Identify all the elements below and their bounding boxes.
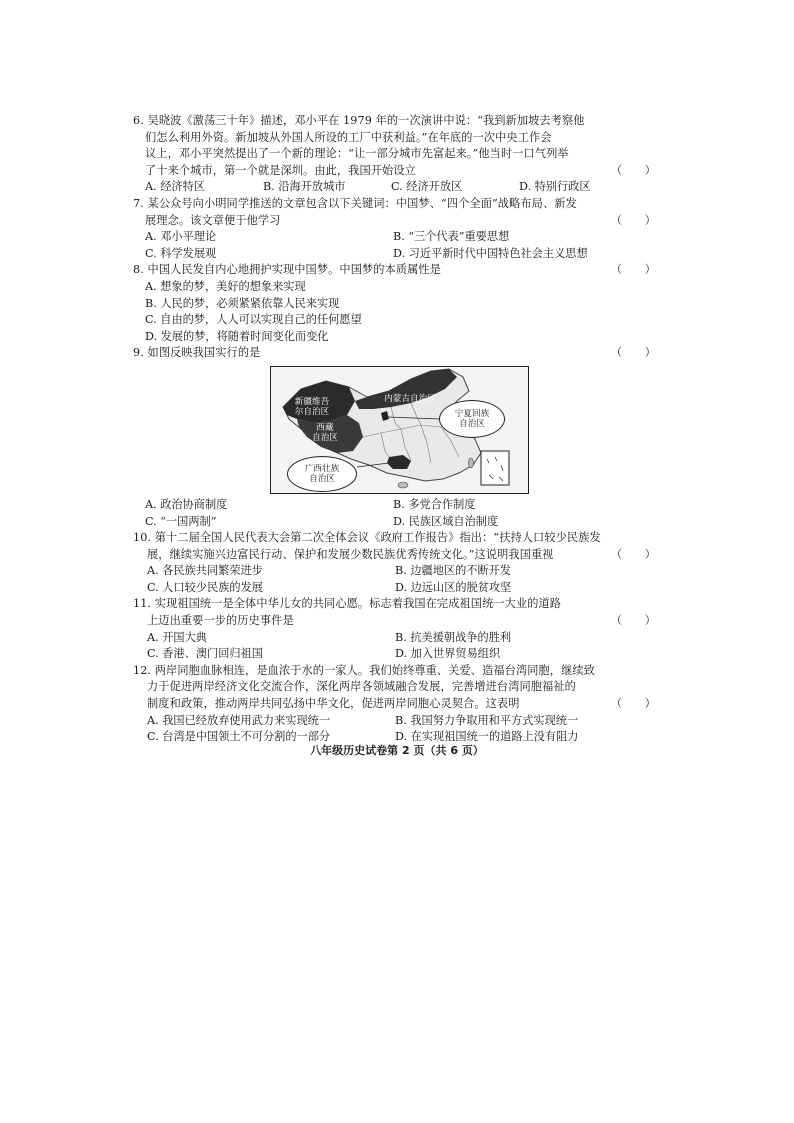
q12-options-row-1 — [133, 713, 660, 730]
q6-stem-line-1: 6. 吴晓波《激荡三十年》描述，邓小平在 1979 年的一次演讲中说：“我到新加坡去考察他 — [133, 114, 585, 127]
q7-option-b[interactable]: B. “三个代表”重要思想 — [393, 230, 510, 244]
q7-option-d[interactable]: D. 习近平新时代中国特色社会主义思想 — [393, 246, 588, 260]
question-10 — [133, 530, 660, 596]
q7-answer-paren[interactable]: （ ） — [610, 213, 656, 227]
q8-option-b[interactable]: B. 人民的梦，必须紧紧依靠人民来实现 — [145, 296, 340, 310]
ningxia-label-text: 宁夏回族 自治区 — [454, 408, 490, 429]
q11-stem-line-2 — [133, 613, 660, 630]
neimenggu-label-text: 内蒙古自治区 — [384, 393, 436, 404]
q6-option-a[interactable]: A. 经济特区 — [145, 180, 205, 194]
q6-option-b[interactable]: B. 沿海开放城市 — [263, 180, 346, 194]
q12-stem-line-1: 12. 两岸同胞血脉相连，是血浓于水的一家人。我们始终尊重、关爱、造福台湾同胞，继续致 — [133, 663, 595, 677]
q7-option-c[interactable]: C. 科学发展观 — [145, 246, 217, 260]
question-8 — [133, 262, 660, 345]
xinjiang-label — [277, 397, 347, 417]
question-6 — [133, 113, 660, 196]
q8-option-a[interactable]: A. 想象的梦，美好的想象来实现 — [145, 279, 306, 293]
guangxi-bubble — [287, 456, 357, 492]
q10-option-b[interactable]: B. 边疆地区的不断开发 — [395, 564, 512, 578]
q6-options — [133, 179, 660, 196]
q8-option-d[interactable]: D. 发展的梦，将随着时间变化而变化 — [145, 329, 329, 343]
q9-stem-text: 9. 如图反映我国实行的是 — [133, 346, 261, 360]
q6-stem-line-4 — [133, 163, 660, 180]
q6-option-c[interactable]: C. 经济开放区 — [391, 180, 463, 194]
q8-stem-text: 8. 中国人民发自内心地拥护实现中国梦。中国梦的本质属性是 — [133, 263, 442, 277]
q12-answer-paren[interactable]: （ ） — [610, 697, 656, 711]
q10-answer-paren[interactable]: （ ） — [610, 547, 656, 561]
q12-option-a[interactable]: A. 我国已经放弃使用武力来实现统一 — [147, 713, 331, 727]
q12-option-d[interactable]: D. 在实现祖国统一的道路上没有阻力 — [395, 730, 579, 744]
xizang-label — [305, 423, 345, 443]
china-autonomous-regions-map — [270, 366, 529, 494]
q7-options-row-2 — [133, 246, 660, 263]
q7-options-row-1 — [133, 229, 660, 246]
q7-stem-line-2 — [133, 213, 660, 230]
q10-stem-line-2 — [133, 547, 660, 564]
q10-option-d[interactable]: D. 边远山区的脱贫攻坚 — [395, 580, 512, 594]
q8-stem-line-1 — [133, 262, 660, 279]
q6-answer-paren[interactable]: （ ） — [610, 163, 656, 177]
q11-options-row-1 — [133, 630, 660, 647]
q6-stem-line-2: 们怎么利用外资。新加坡从外国人所设的工厂中获利益。”在年底的一次中央工作会 — [145, 130, 552, 144]
q9-options-row-1 — [133, 497, 660, 514]
question-11 — [133, 596, 660, 662]
q10-option-a[interactable]: A. 各民族共同繁荣进步 — [147, 564, 263, 578]
xinjiang-label-text: 新疆维吾 尔自治区 — [294, 396, 330, 417]
q10-stem-line-2-text: 展，继续实施兴边富民行动、保护和发展少数民族优秀传统文化。”这说明我国重视 — [147, 547, 554, 561]
xizang-label-text: 西藏 自治区 — [312, 422, 338, 443]
q7-option-a[interactable]: A. 邓小平理论 — [145, 230, 217, 244]
question-7 — [133, 196, 660, 262]
q11-options-row-2 — [133, 646, 660, 663]
q9-option-a[interactable]: A. 政治协商制度 — [145, 497, 228, 511]
q10-stem-line-1: 10. 第十二届全国人民代表大会第二次全体会议《政府工作报告》指出：“扶持人口较少民族发 — [133, 531, 601, 545]
q11-answer-paren[interactable]: （ ） — [610, 614, 656, 628]
q10-option-c[interactable]: C. 人口较少民族的发展 — [147, 580, 263, 594]
q12-option-c[interactable]: C. 台湾是中国领土不可分割的一部分 — [147, 730, 331, 744]
q6-stem-line-4-text: 了十来个城市，第一个就是深圳。由此，我国开始设立 — [145, 163, 416, 177]
q9-stem-line-1 — [133, 345, 660, 362]
q10-options-row-2 — [133, 580, 660, 597]
hainan-island — [398, 482, 408, 488]
q8-option-c[interactable]: C. 自由的梦，人人可以实现自己的任何愿望 — [145, 313, 362, 327]
q7-stem-line-2-text: 展理念。该文章便于他学习 — [145, 213, 281, 227]
taiwan-island — [469, 458, 474, 468]
page-footer: 八年级历史试卷第 2 页（共 6 页） — [310, 744, 484, 757]
q6-option-d[interactable]: D. 特别行政区 — [519, 180, 591, 194]
q9-answer-paren[interactable]: （ ） — [610, 346, 656, 360]
q12-stem-line-2: 力于促进两岸经济文化交流合作，深化两岸各领域融合发展，完善增进台湾同胞福祉的 — [147, 680, 576, 694]
q8-answer-paren[interactable]: （ ） — [610, 263, 656, 277]
question-9 — [133, 345, 660, 530]
question-list — [133, 113, 660, 746]
q11-option-d[interactable]: D. 加入世界贸易组织 — [395, 647, 501, 661]
neimenggu-label — [365, 394, 455, 404]
q11-stem-line-1: 11. 实现祖国统一是全体中华儿女的共同心愿。标志着我国在完成祖国统一大业的道路 — [133, 597, 562, 611]
q11-option-c[interactable]: C. 香港、澳门回归祖国 — [147, 647, 263, 661]
q12-option-b[interactable]: B. 我国努力争取用和平方式实现统一 — [395, 713, 579, 727]
q9-options-row-2 — [133, 514, 660, 531]
q9-option-d[interactable]: D. 民族区域自治制度 — [393, 514, 499, 528]
ningxia-bubble — [439, 400, 505, 438]
q11-option-b[interactable]: B. 抗美援朝战争的胜利 — [395, 630, 512, 644]
q11-stem-line-2-text: 上迈出重要一步的历史事件是 — [147, 614, 294, 628]
q9-option-b[interactable]: B. 多党合作制度 — [393, 497, 476, 511]
q12-stem-line-3-text: 制度和政策，推动两岸共同弘扬中华文化，促进两岸同胞心灵契合。这表明 — [147, 697, 520, 711]
q10-options-row-1 — [133, 563, 660, 580]
south-china-sea-inset — [481, 451, 509, 485]
q7-stem-line-1: 7. 某公众号向小明同学推送的文章包含以下关键词：中国梦、“四个全面”战略布局、新发 — [133, 196, 577, 210]
guangxi-label-text: 广西壮族 自治区 — [304, 463, 340, 484]
q6-stem-line-3: 议上，邓小平突然提出了一个新的理论：“让一部分城市先富起来。”他当时一口气列举 — [145, 147, 569, 161]
q9-option-c[interactable]: C. “一国两制” — [145, 514, 217, 528]
q11-option-a[interactable]: A. 开国大典 — [147, 630, 207, 644]
q12-stem-line-3 — [133, 696, 660, 713]
question-12 — [133, 663, 660, 746]
